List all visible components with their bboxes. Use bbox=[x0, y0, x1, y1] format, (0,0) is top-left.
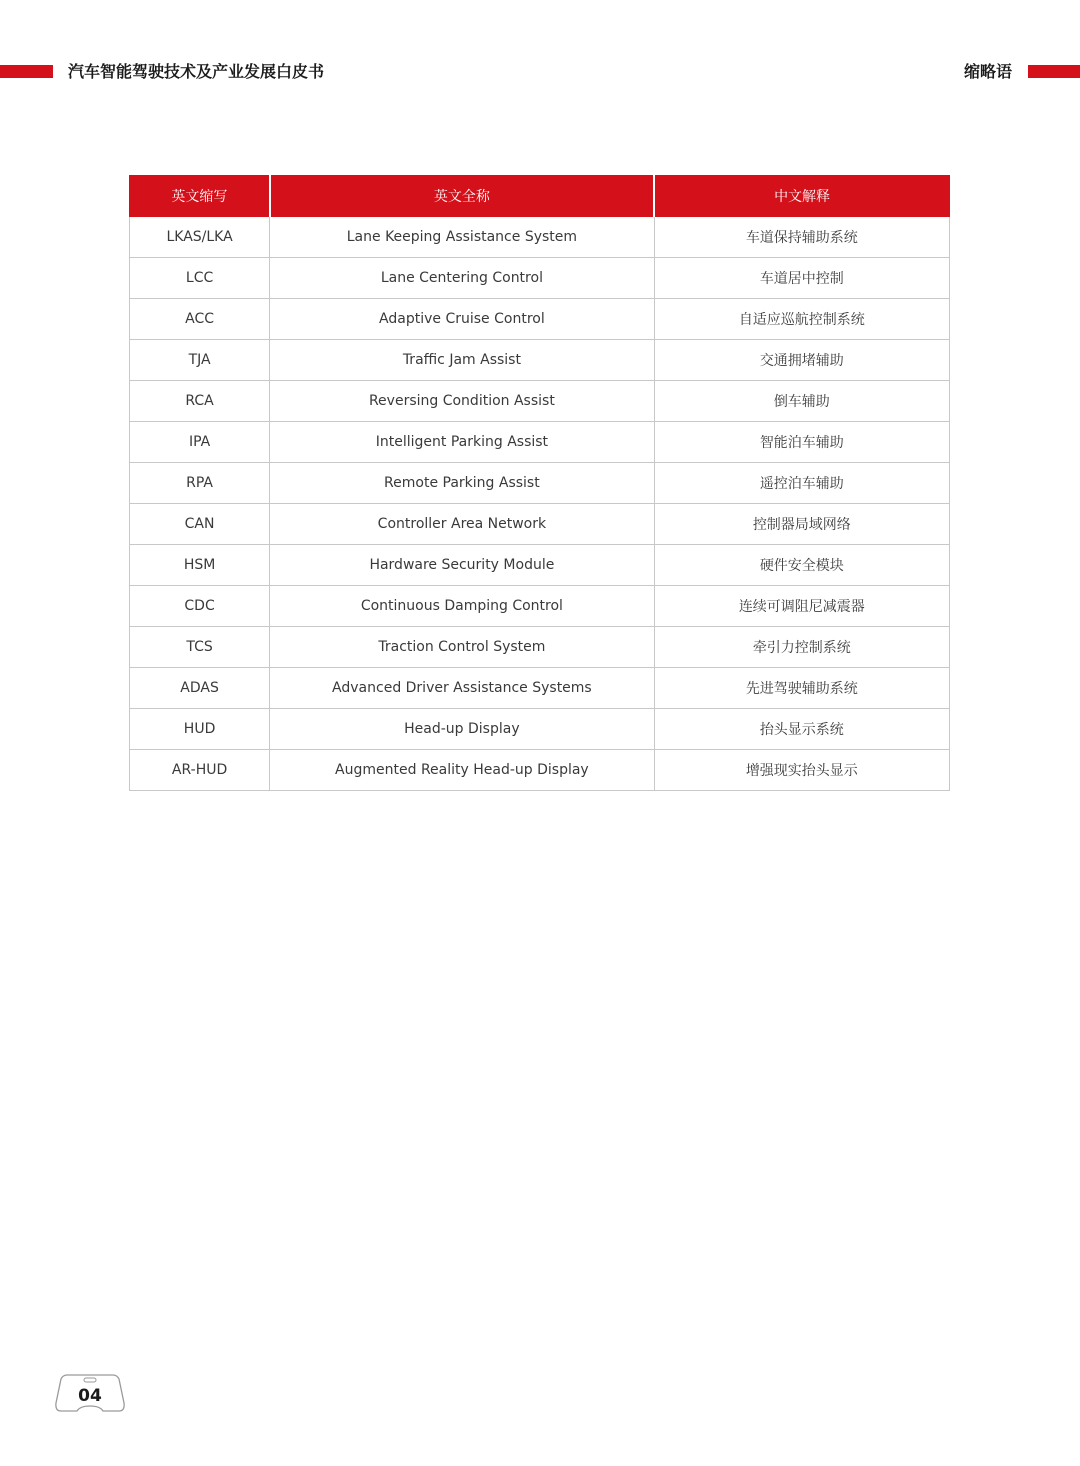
cell-abbr: TCS bbox=[130, 627, 270, 668]
table-row bbox=[130, 381, 950, 422]
cell-chinese: 连续可调阻尼减震器 bbox=[654, 586, 949, 627]
cell-abbr: AR-HUD bbox=[130, 750, 270, 791]
cell-abbr: TJA bbox=[130, 340, 270, 381]
cell-chinese: 倒车辅助 bbox=[654, 381, 949, 422]
cell-abbr: HUD bbox=[130, 709, 270, 750]
document-title: 汽车智能驾驶技术及产业发展白皮书 bbox=[68, 62, 325, 81]
cell-abbr: ADAS bbox=[130, 668, 270, 709]
cell-chinese: 车道居中控制 bbox=[654, 258, 949, 299]
cell-abbr: RCA bbox=[130, 381, 270, 422]
table-row bbox=[130, 258, 950, 299]
cell-chinese: 硬件安全模块 bbox=[654, 545, 949, 586]
cell-chinese: 自适应巡航控制系统 bbox=[654, 299, 949, 340]
cell-abbr: IPA bbox=[130, 422, 270, 463]
cell-full-name: Traffic Jam Assist bbox=[270, 340, 654, 381]
header-accent-bar-left bbox=[0, 65, 53, 78]
cell-full-name: Remote Parking Assist bbox=[270, 463, 654, 504]
table-row bbox=[130, 586, 950, 627]
section-title: 缩略语 bbox=[963, 62, 1012, 81]
table-row bbox=[130, 709, 950, 750]
cell-full-name: Hardware Security Module bbox=[270, 545, 654, 586]
cell-full-name: Continuous Damping Control bbox=[270, 586, 654, 627]
cell-abbr: CDC bbox=[130, 586, 270, 627]
cell-abbr: LKAS/LKA bbox=[130, 217, 270, 258]
table-row bbox=[130, 504, 950, 545]
table-row bbox=[130, 627, 950, 668]
abbreviation-table bbox=[129, 175, 950, 791]
cell-full-name: Lane Centering Control bbox=[270, 258, 654, 299]
cell-chinese: 智能泊车辅助 bbox=[654, 422, 949, 463]
cell-full-name: Adaptive Cruise Control bbox=[270, 299, 654, 340]
cell-chinese: 先进驾驶辅助系统 bbox=[654, 668, 949, 709]
cell-chinese: 遥控泊车辅助 bbox=[654, 463, 949, 504]
cell-abbr: ACC bbox=[130, 299, 270, 340]
cell-abbr: HSM bbox=[130, 545, 270, 586]
page-number: 04 bbox=[78, 1386, 102, 1406]
cell-full-name: Advanced Driver Assistance Systems bbox=[270, 668, 654, 709]
table-row bbox=[130, 217, 950, 258]
cell-abbr: RPA bbox=[130, 463, 270, 504]
cell-chinese: 抬头显示系统 bbox=[654, 709, 949, 750]
header-accent-bar-right bbox=[1028, 65, 1080, 78]
table-row bbox=[130, 299, 950, 340]
column-header-abbr: 英文缩写 bbox=[130, 176, 270, 217]
table-row bbox=[130, 668, 950, 709]
table-row bbox=[130, 463, 950, 504]
cell-full-name: Head-up Display bbox=[270, 709, 654, 750]
cell-full-name: Controller Area Network bbox=[270, 504, 654, 545]
cell-chinese: 控制器局域网络 bbox=[654, 504, 949, 545]
cell-chinese: 增强现实抬头显示 bbox=[654, 750, 949, 791]
cell-full-name: Intelligent Parking Assist bbox=[270, 422, 654, 463]
table-row bbox=[130, 422, 950, 463]
cell-chinese: 车道保持辅助系统 bbox=[654, 217, 949, 258]
table-row bbox=[130, 545, 950, 586]
table-row bbox=[130, 750, 950, 791]
table-row bbox=[130, 340, 950, 381]
cell-full-name: Traction Control System bbox=[270, 627, 654, 668]
cell-abbr: LCC bbox=[130, 258, 270, 299]
cell-chinese: 牵引力控制系统 bbox=[654, 627, 949, 668]
column-header-full-name: 英文全称 bbox=[270, 176, 654, 217]
table-header-row bbox=[130, 176, 950, 217]
cell-abbr: CAN bbox=[130, 504, 270, 545]
column-header-chinese: 中文解释 bbox=[654, 176, 949, 217]
cell-full-name: Lane Keeping Assistance System bbox=[270, 217, 654, 258]
cell-full-name: Augmented Reality Head-up Display bbox=[270, 750, 654, 791]
cell-full-name: Reversing Condition Assist bbox=[270, 381, 654, 422]
cell-chinese: 交通拥堵辅助 bbox=[654, 340, 949, 381]
